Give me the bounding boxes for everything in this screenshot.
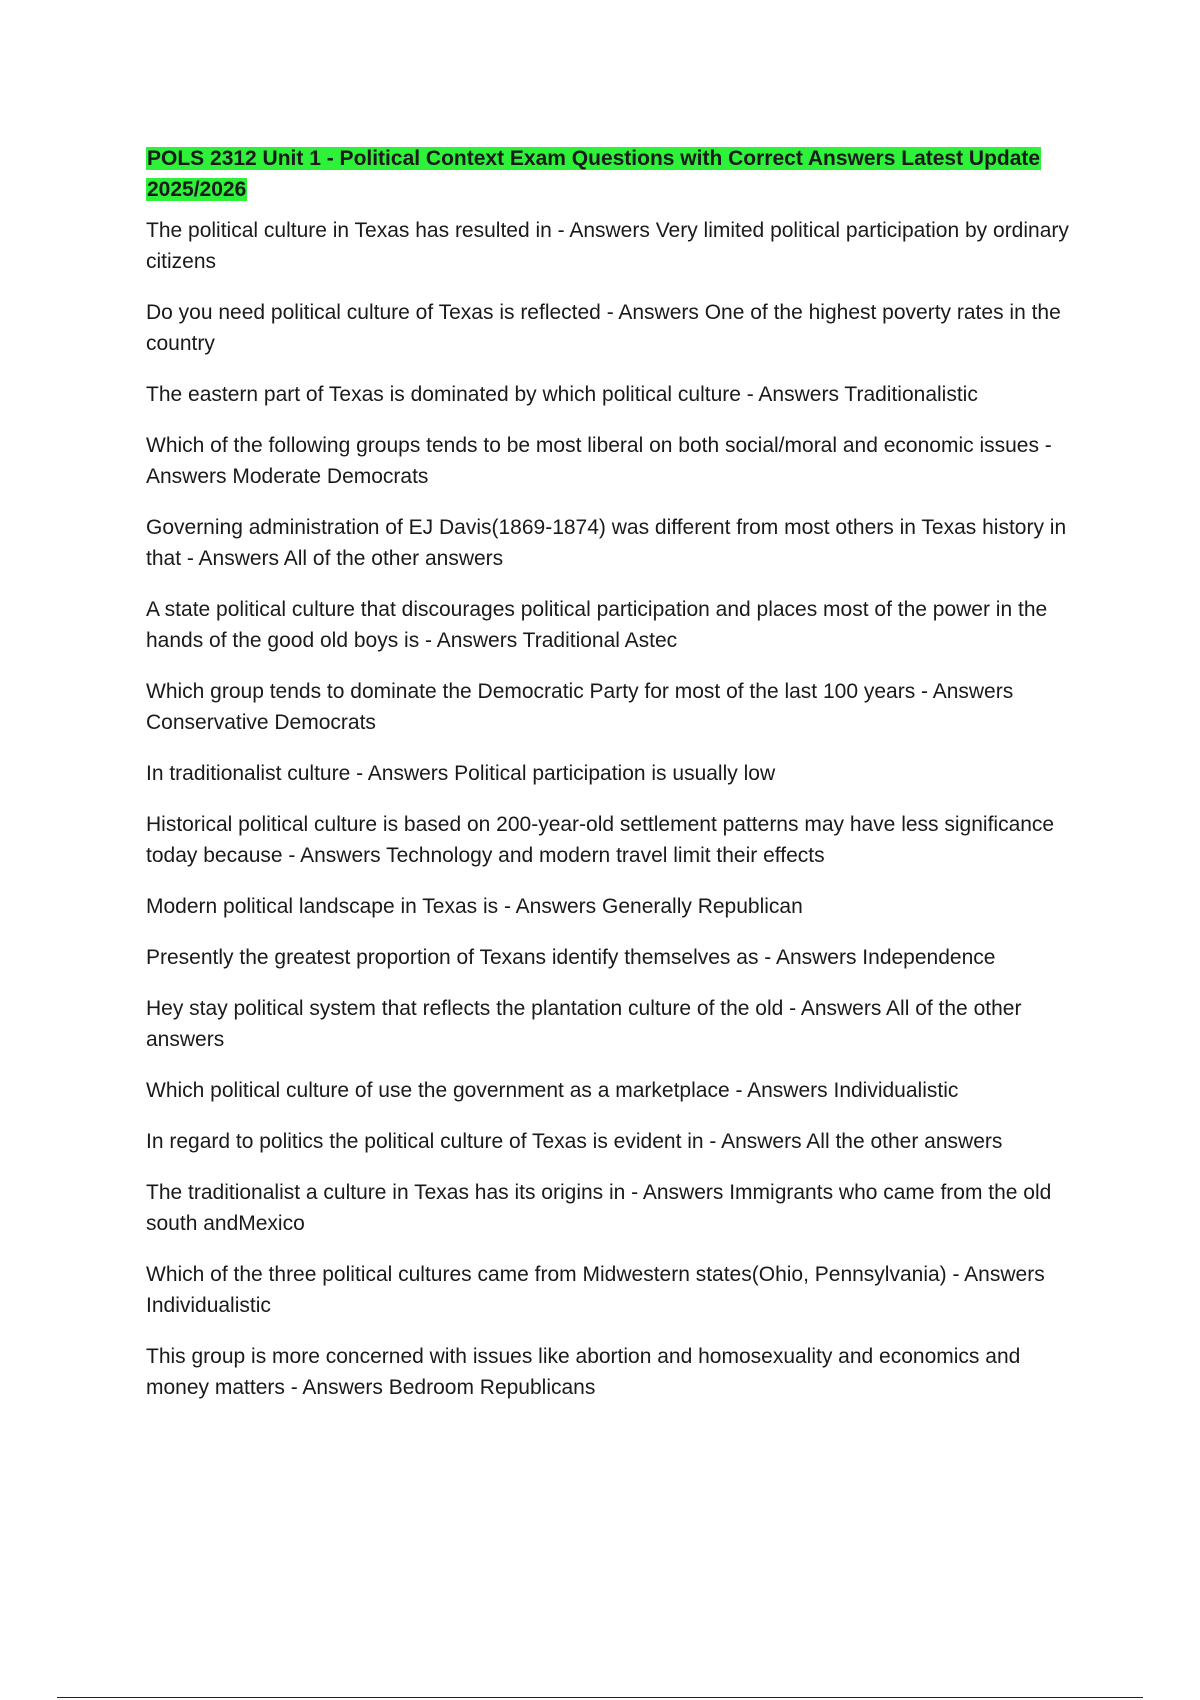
footer-divider [57, 1697, 1143, 1698]
qa-item: This group is more concerned with issues like abortion and homosexuality and economics and money matters - Answers Bedroom Republicans [146, 1345, 1021, 1399]
document-title-highlight: POLS 2312 Unit 1 - Political Context Exam Questions with Correct Answers Latest Update 2025/2026 [147, 147, 1041, 201]
qa-item: Hey stay political system that reflects the plantation culture of the old - Answers All of the other answers [146, 997, 1022, 1051]
qa-item: The political culture in Texas has resulted in - Answers Very limited political participation by ordinary citizens [146, 219, 1069, 273]
qa-item: Historical political culture is based on 200-year-old settlement patterns may have less significance today because - Answers Technology and modern travel limit their effects [146, 813, 1055, 867]
qa-item: Modern political landscape in Texas is - Answers Generally Republican [146, 895, 803, 918]
question-answer-list [146, 215, 1086, 1403]
qa-item: The eastern part of Texas is dominated by which political culture - Answers Traditionalistic [146, 383, 978, 406]
qa-item: Do you need political culture of Texas is reflected - Answers One of the highest poverty rates in the country [146, 301, 1061, 355]
qa-item: In traditionalist culture - Answers Political participation is usually low [146, 762, 776, 785]
qa-item: Which of the following groups tends to be most liberal on both social/moral and economic issues - Answers Moderate Democrats [146, 434, 1052, 488]
qa-item: Which group tends to dominate the Democratic Party for most of the last 100 years - Answers Conservative Democrats [146, 680, 1014, 734]
qa-item: Presently the greatest proportion of Texans identify themselves as - Answers Independence [146, 946, 996, 969]
document-title [146, 143, 1086, 205]
qa-item: Which of the three political cultures came from Midwestern states(Ohio, Pennsylvania) - Answers Individualistic [146, 1263, 1045, 1317]
document-content [146, 143, 1086, 1423]
qa-item: In regard to politics the political culture of Texas is evident in - Answers All the other answers [146, 1130, 1003, 1153]
qa-item: The traditionalist a culture in Texas has its origins in - Answers Immigrants who came from the old south andMexico [146, 1181, 1052, 1235]
qa-item: Which political culture of use the government as a marketplace - Answers Individualistic [146, 1079, 959, 1102]
qa-item: A state political culture that discourages political participation and places most of the power in the hands of the good old boys is - Answers Traditional Astec [146, 598, 1048, 652]
qa-item: Governing administration of EJ Davis(1869-1874) was different from most others in Texas history in that - Answers All of the other answers [146, 516, 1067, 570]
